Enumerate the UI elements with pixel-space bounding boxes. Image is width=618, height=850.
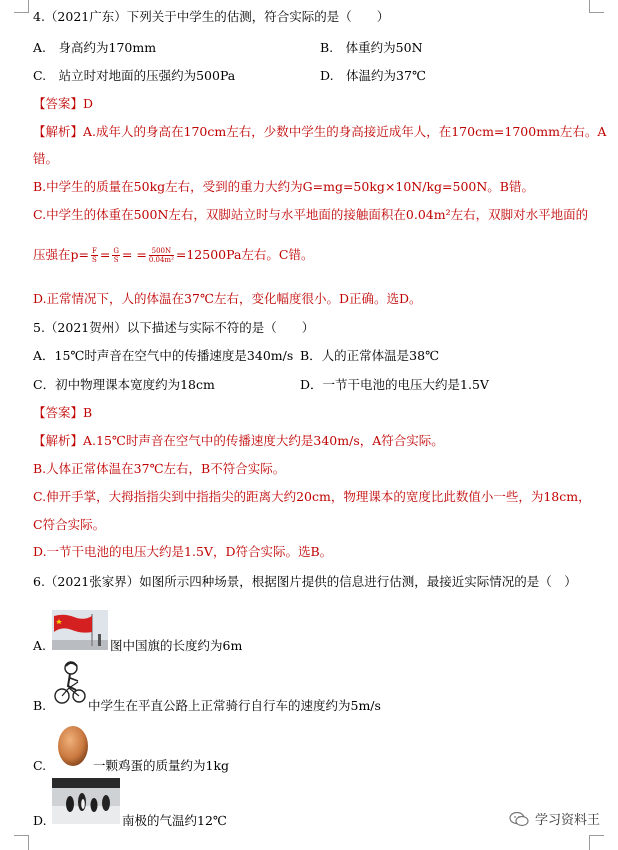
cyclist-photo (54, 660, 86, 706)
formula-equals: = (99, 247, 111, 262)
egg-photo (55, 720, 91, 768)
q4-answer: 【答案】D (33, 96, 94, 111)
page-corner-mark (589, 0, 604, 13)
watermark-text: 学习资料王 (534, 813, 600, 828)
q4-stem: 4.（2021广东）下列关于中学生的估测，符合实际的是（ ） (33, 9, 390, 24)
q6-option-a-letter: A. (33, 638, 47, 653)
watermark (509, 809, 600, 828)
q6-option-c-letter: C. (33, 758, 47, 773)
q6-option-a-text: 图中国旗的长度约为6m (110, 638, 243, 653)
wechat-icon (509, 811, 529, 827)
q6-option-c-text: 一颗鸡蛋的质量约为1kg (93, 758, 230, 773)
q4-option-b: B. 体重约为50N (320, 40, 423, 55)
formula-suffix: =12500Pa左右。C错。 (175, 247, 314, 262)
q5-analysis-line: C.伸开手掌，大拇指指尖到中指指尖的距离大约20cm，物理课本的宽度比此数值小一些，为18cm， (33, 489, 591, 504)
fraction-numerator: 500N (149, 247, 174, 256)
q4-option-c: C. 站立时对地面的压强约为500Pa (33, 68, 236, 83)
q5-analysis-line: B.人体正常体温在37℃左右，B不符合实际。 (33, 461, 286, 476)
fraction-denominator: S (92, 256, 97, 264)
q5-option-a: A．15℃时声音在空气中的传播速度是340m/s (33, 348, 294, 363)
antarctica-penguins-photo (52, 778, 120, 824)
q5-option-c: C．初中物理课本宽度约为18cm (33, 377, 215, 392)
flag-photo (52, 610, 108, 650)
formula-prefix: 压强在p= (33, 247, 89, 262)
q6-option-d-letter: D. (33, 813, 47, 828)
q4-analysis-d: D.正常情况下，人的体温在37℃左右，变化幅度很小。D正确。选D。 (33, 291, 422, 306)
fraction-500n-over-area (149, 247, 174, 264)
q5-answer: 【答案】B (33, 405, 93, 420)
q4-analysis-line: 错。 (33, 151, 59, 166)
page-corner-mark (14, 0, 29, 13)
q6-stem: 6.（2021张家界）如图所示四种场景，根据图片提供的信息进行估测，最接近实际情况的是（ ） (33, 574, 577, 589)
q4-option-a: A. 身高约为170mm (33, 40, 157, 55)
q4-pressure-formula (33, 246, 313, 264)
q5-stem: 5.（2021贺州）以下描述与实际不符的是（ ） (33, 320, 315, 335)
fraction-g-over-s (112, 247, 120, 264)
q6-option-b-letter: B. (33, 698, 47, 713)
q5-analysis-line: 【解析】A.15℃时声音在空气中的传播速度大约是340m/s，A符合实际。 (33, 433, 444, 448)
fraction-f-over-s (91, 247, 98, 264)
q4-analysis-line: C.中学生的体重在500N左右，双脚站立时与水平地面的接触面积在0.04m²左右，双脚对水平地面的 (33, 207, 589, 222)
fraction-numerator: G (113, 247, 119, 255)
fraction-denominator: S (113, 256, 119, 264)
q4-analysis-line: 【解析】A.成年人的身高在170cm左右，少数中学生的身高接近成年人，在170cm=1700mm左右。A (33, 124, 607, 139)
q5-analysis-line: D.一节干电池的电压大约是1.5V，D符合实际。选B。 (33, 544, 333, 559)
q5-option-d: D．一节干电池的电压大约是1.5V (300, 377, 489, 392)
q5-option-b: B．人的正常体温是38℃ (300, 348, 440, 363)
q4-analysis-line: B.中学生的质量在50kg左右，受到的重力大约为G=mg=50kg×10N/kg=500N。B错。 (33, 179, 534, 194)
fraction-denominator: 0.04m² (148, 256, 174, 264)
q4-option-d: D. 体温约为37℃ (320, 68, 426, 83)
formula-equals: = = (121, 247, 147, 262)
fraction-numerator: F (91, 247, 97, 255)
q5-analysis-line: C符合实际。 (33, 517, 106, 532)
q6-option-d-text: 南极的气温约12℃ (122, 813, 227, 828)
q6-option-b-text: 中学生在平直公路上正常骑行自行车的速度约为5m/s (88, 698, 381, 713)
